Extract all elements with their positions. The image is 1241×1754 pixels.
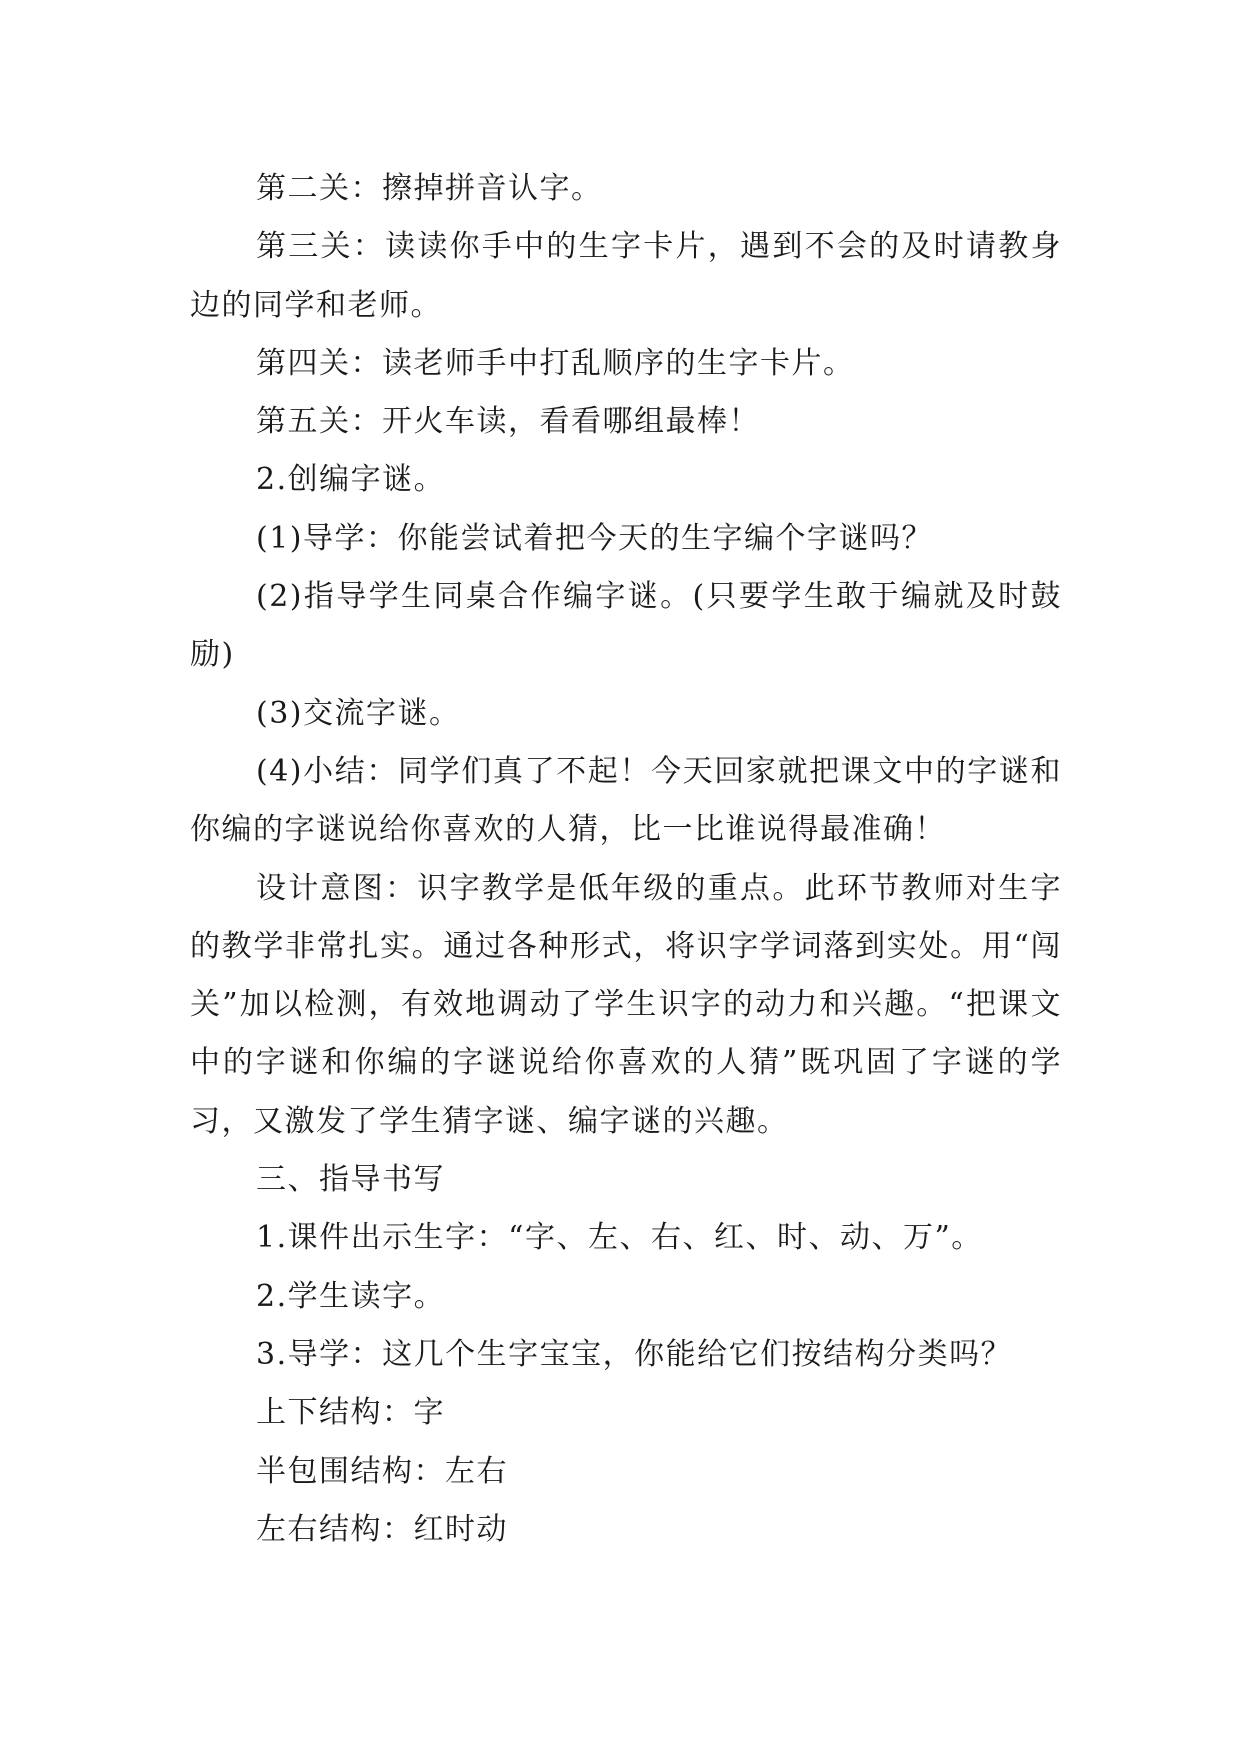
paragraph-level-five: 第五关：开火车读，看看哪组最棒！ xyxy=(256,404,760,440)
paragraph-riddle-step-4: (4)小结：同学们真了不起！今天回家就把课文中的字谜和你编的字谜说给你喜欢的人猜，比一比谁说得最准确！ xyxy=(190,753,1062,848)
paragraph-design-intent: 设计意图：识字教学是低年级的重点。此环节教师对生字的教学非常扎实。通过各种形式，将识字学词落到实处。用“闯关”加以检测，有效地调动了学生识字的动力和兴趣。“把课文中的字谜和你编的字谜说给你喜欢的人猜”既巩固了字谜的学习，又激发了学生猜字谜、编字谜的兴趣。 xyxy=(190,870,1062,1139)
paragraph-writing-step-2: 2.学生读字。 xyxy=(256,1278,446,1314)
paragraph-riddle-step-3: (3)交流字谜。 xyxy=(256,695,461,731)
paragraph-level-four: 第四关：读老师手中打乱顺序的生字卡片。 xyxy=(256,345,855,381)
paragraph-riddle-step-2: (2)指导学生同桌合作编字谜。(只要学生敢于编就及时鼓励) xyxy=(190,579,1062,673)
paragraph-riddle-step-1: (1)导学：你能尝试着把今天的生字编个字谜吗？ xyxy=(256,520,933,556)
paragraph-riddle-heading: 2.创编字谜。 xyxy=(256,462,446,498)
section-heading-writing: 三、指导书写 xyxy=(256,1162,445,1198)
structure-half-enclosure: 半包围结构：左右 xyxy=(256,1453,508,1489)
structure-top-bottom: 上下结构：字 xyxy=(256,1395,445,1431)
structure-left-right: 左右结构：红时动 xyxy=(256,1511,508,1547)
paragraph-level-two: 第二关：擦掉拼音认字。 xyxy=(256,171,603,206)
paragraph-level-three: 第三关：读读你手中的生字卡片，遇到不会的及时请教身边的同学和老师。 xyxy=(190,229,1062,323)
document-body xyxy=(190,160,1062,1559)
paragraph-writing-step-3: 3.导学：这几个生字宝宝，你能给它们按结构分类吗？ xyxy=(256,1336,1013,1372)
paragraph-writing-step-1: 1.课件出示生字：“字、左、右、红、时、动、万”。 xyxy=(256,1220,983,1256)
